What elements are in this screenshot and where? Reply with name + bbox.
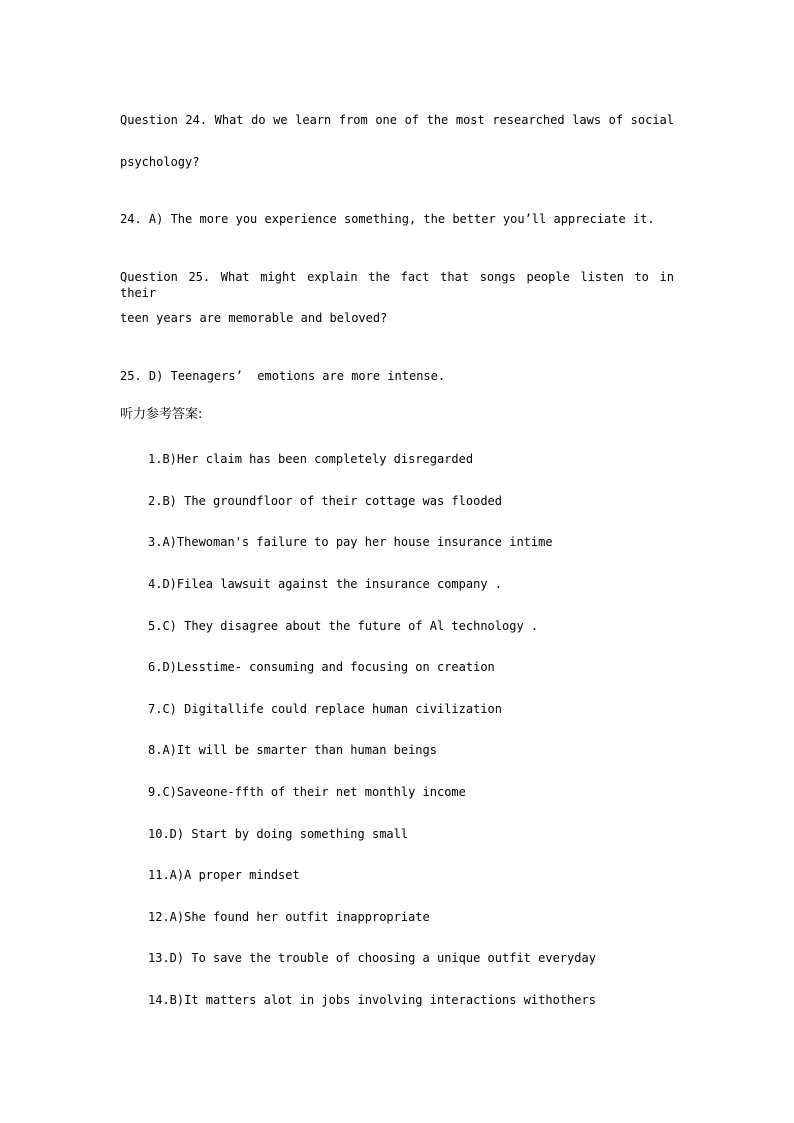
question-24-line-2: psychology? — [120, 155, 200, 169]
listening-answers-heading: 听力参考答案: — [120, 407, 203, 422]
answer-24: 24. A) The more you experience something, the better you’ll appreciate it. — [120, 212, 655, 226]
listening-answer-item: 14.B)It matters alot in jobs involving interactions withothers — [148, 993, 596, 1007]
listening-answer-item: 7.C) Digitallife could replace human civilization — [148, 702, 503, 716]
listening-answer-item: 10.D) Start by doing something small — [148, 827, 409, 841]
question-25-line-2: teen years are memorable and beloved? — [120, 311, 388, 325]
listening-answer-item: 11.A)A proper mindset — [148, 868, 300, 882]
listening-answer-item: 1.B)Her claim has been completely disregarded — [148, 452, 474, 466]
listening-answer-item: 6.D)Lesstime- consuming and focusing on creation — [148, 660, 495, 674]
listening-answer-item: 5.C) They disagree about the future of Al technology . — [148, 619, 539, 633]
question-25-line-1: Question 25. What might explain the fact that songs people listen to in their — [120, 270, 674, 300]
answer-25: 25. D) Teenagers’ emotions are more intense. — [120, 369, 446, 383]
listening-answer-item: 2.B) The groundfloor of their cottage was flooded — [148, 494, 503, 508]
listening-answer-item: 3.A)Thewoman's failure to pay her house insurance intime — [148, 535, 553, 549]
listening-answer-item: 4.D)Filea lawsuit against the insurance company . — [148, 577, 503, 591]
listening-answer-item: 12.A)She found her outfit inappropriate — [148, 910, 430, 924]
listening-answer-item: 13.D) To save the trouble of choosing a unique outfit everyday — [148, 951, 596, 965]
question-24-line-1: Question 24. What do we learn from one of the most researched laws of social — [120, 113, 674, 127]
listening-answer-item: 8.A)It will be smarter than human beings — [148, 743, 437, 757]
listening-answer-item: 9.C)Saveone-ffth of their net monthly income — [148, 785, 466, 799]
